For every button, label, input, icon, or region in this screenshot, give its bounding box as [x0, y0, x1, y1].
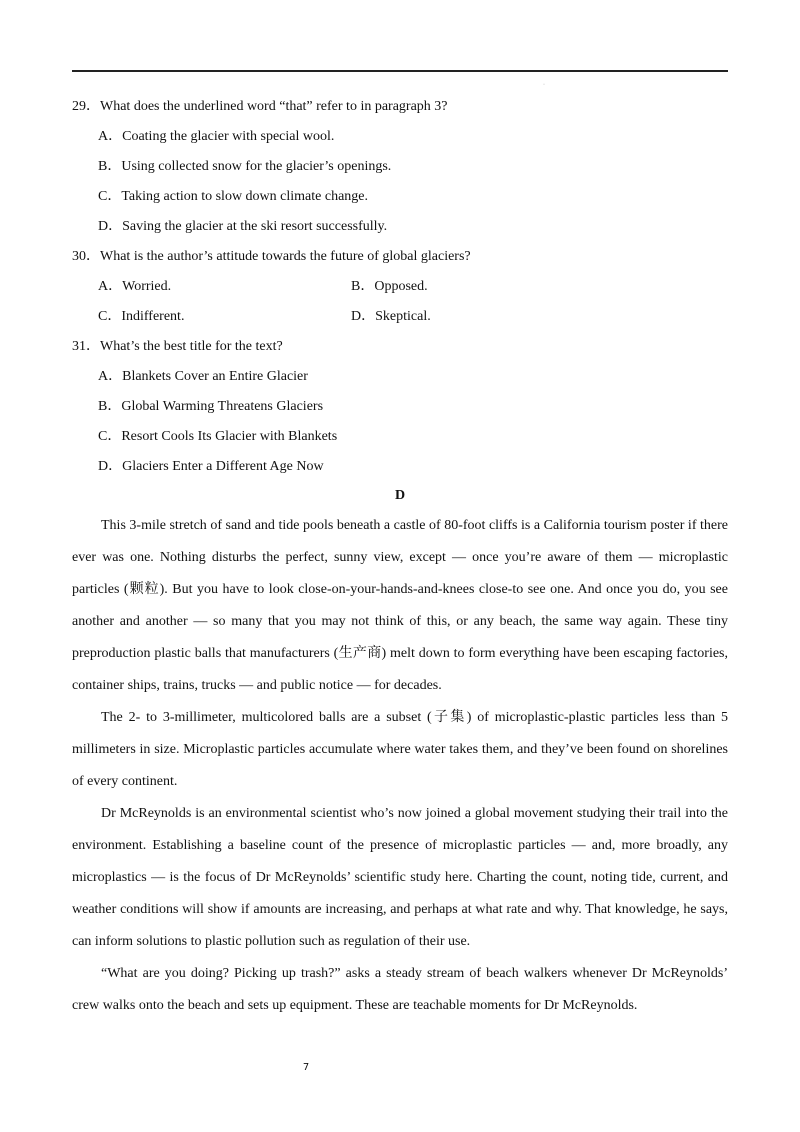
question-29-option-a: A．Coating the glacier with special wool. [98, 129, 335, 144]
passage-paragraph-1: This 3-mile stretch of sand and tide pools beneath a castle of 80-foot cliffs is a California tourism poster if there ever was one. Nothing disturbs the perfect, sunny view, except — once you’re aware of them — microplastic particles (颗粒). But you have to look close-on-your-hands-and-knees close-to see one. And once you do, you see another and another — so many that you may not think of this, or any beach, the same way again. These tiny preproduction plastic balls that manufacturers (生产商) melt down to form everything have been escaping factories, container ships, trains, trucks — and public notice — for decades. [72, 518, 728, 693]
passage-paragraph-4: “What are you doing? Picking up trash?” asks a steady stream of beach walkers whenever Dr McReynolds’ crew walks onto the beach and sets up equipment. These are teachable moments for Dr McReynolds. [72, 966, 728, 1013]
question-29-option-d: D．Saving the glacier at the ski resort successfully. [98, 219, 388, 234]
question-31-option-d: D．Glaciers Enter a Different Age Now [98, 459, 324, 474]
question-30-option-c: C．Indifferent. [98, 309, 185, 324]
question-30-stem: 30．What is the author’s attitude towards the future of global glaciers? [72, 249, 471, 264]
header-mark: · [543, 82, 545, 88]
question-31-option-c: C．Resort Cools Its Glacier with Blankets [98, 429, 338, 444]
passage-paragraph-2: The 2- to 3-millimeter, multicolored balls are a subset (子集) of microplastic-plastic particles less than 5 millimeters in size. Microplastic particles accumulate where water takes them, and they’ve been found on shorelines of every continent. [72, 710, 728, 789]
section-heading: D [394, 488, 406, 503]
question-30-option-d: D．Skeptical. [351, 309, 431, 324]
question-29-option-b: B．Using collected snow for the glacier’s openings. [98, 159, 392, 174]
passage-paragraph-3: Dr McReynolds is an environmental scientist who’s now joined a global movement studying their trail into the environment. Establishing a baseline count of the presence of microplastic particles — and, more broadly, any microplastics — is the focus of Dr McReynolds’ scientific study here. Charting the count, noting tide, current, and weather conditions will show if amounts are increasing, and perhaps at what rate and why. That knowledge, he says, can inform solutions to plastic pollution such as regulation of their use. [72, 806, 728, 949]
page-number: 7 [302, 1062, 310, 1073]
question-31-option-b: B．Global Warming Threatens Glaciers [98, 399, 324, 414]
header-rule [72, 70, 728, 72]
question-29-option-c: C．Taking action to slow down climate change. [98, 189, 369, 204]
question-31-stem: 31．What’s the best title for the text? [72, 339, 283, 354]
question-29-stem: 29．What does the underlined word “that” refer to in paragraph 3? [72, 99, 448, 114]
question-30-option-b: B．Opposed. [351, 279, 428, 294]
question-30-option-a: A．Worried. [98, 279, 172, 294]
question-31-option-a: A．Blankets Cover an Entire Glacier [98, 369, 308, 384]
